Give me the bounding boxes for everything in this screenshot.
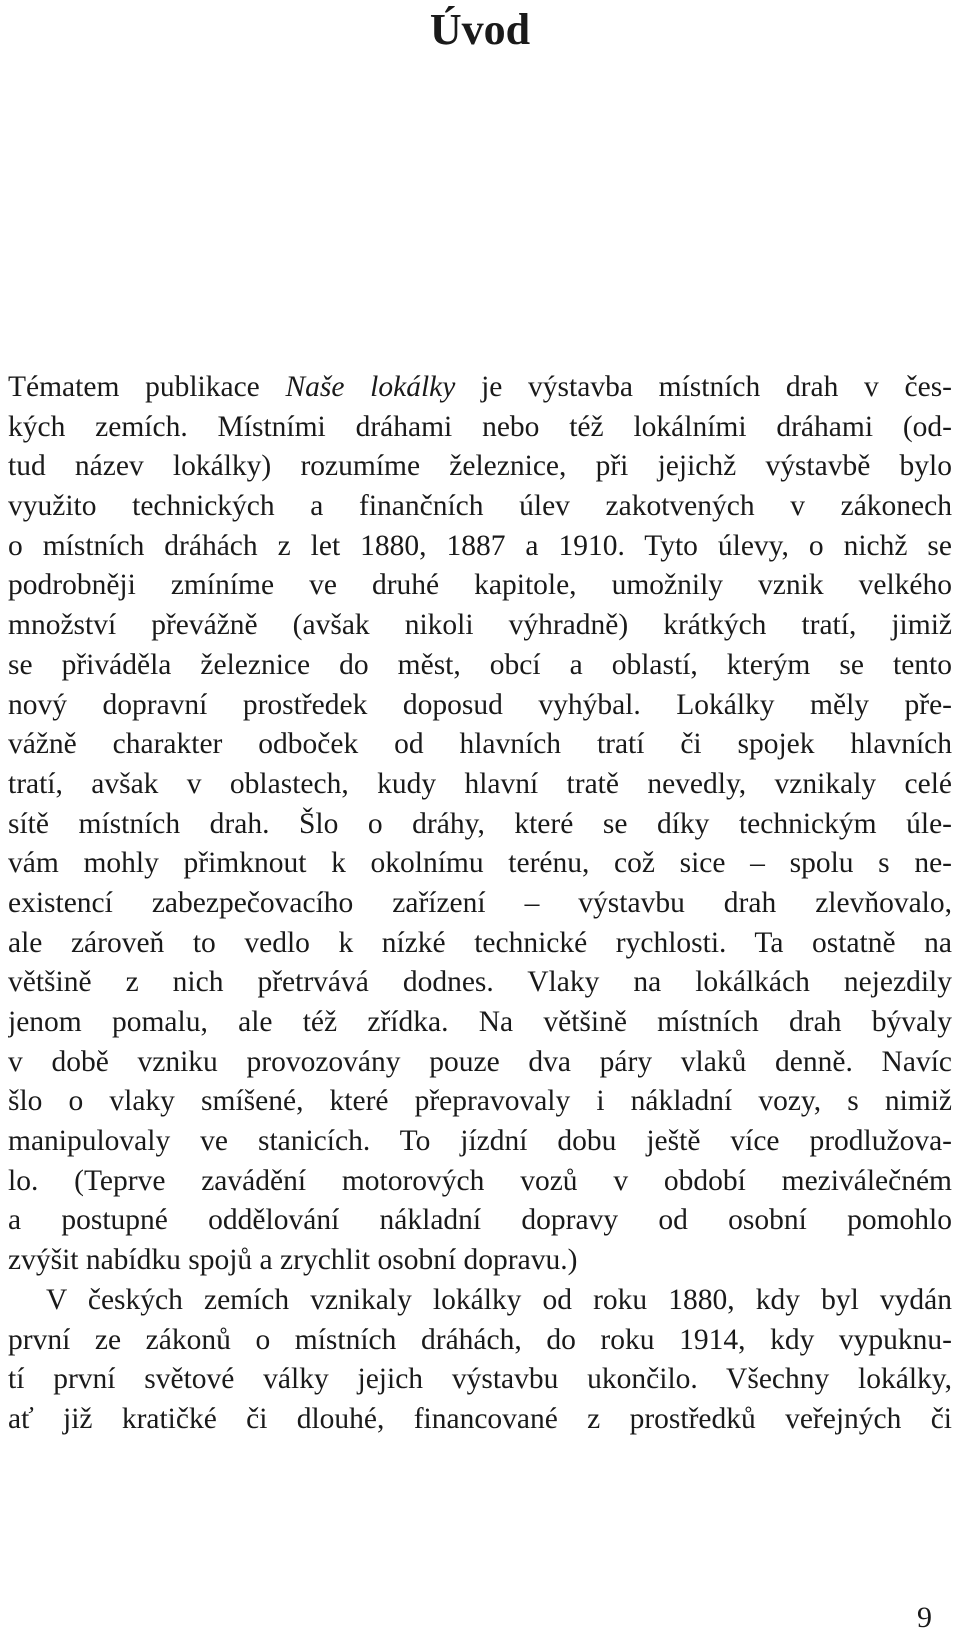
text-line: jenom pomalu, ale též zřídka. Na většině místních drah bývaly xyxy=(8,1006,952,1038)
text-line: první ze zákonů o místních dráhách, do roku 1914, kdy vypuknu- xyxy=(8,1323,952,1356)
text-line: ať již kratičké či dlouhé, financované z prostředků veřejných či xyxy=(8,1402,952,1435)
text-run: Tématem publikace xyxy=(8,371,286,403)
text-line: většině z nich přetrvává dodnes. Vlaky na lokálkách nejezdily xyxy=(8,966,952,999)
publication-title-italic: Naše lokálky xyxy=(285,371,456,403)
body-text xyxy=(8,368,952,1440)
text-line: tratí, avšak v oblastech, kudy hlavní tratě nevedly, vznikaly celé xyxy=(8,767,952,800)
text-line: využito technických a finančních úlev zakotvených v zákonech xyxy=(8,490,952,523)
text-line: manipulovaly ve stanicích. To jízdní dobu ještě více prodlužova- xyxy=(8,1125,952,1158)
text-line: vážně charakter odboček od hlavních tratí či spojek hlavních xyxy=(8,728,952,761)
text-line: vám mohly přimknout k okolnímu terénu, což sice – spolu s ne- xyxy=(8,847,952,880)
text-line: se přiváděla železnice do měst, obcí a oblastí, kterým se tento xyxy=(8,648,952,681)
text-line: tud název lokálky) rozumíme železnice, při jejichž výstavbě bylo xyxy=(8,450,952,483)
text-line: lo. (Teprve zavádění motorových vozů v období meziválečném xyxy=(8,1164,952,1197)
text-line: nový dopravní prostředek doposud vyhýbal. Lokálky měly pře- xyxy=(8,688,952,721)
text-line: tí první světové války jejich výstavbu ukončilo. Všechny lokálky, xyxy=(8,1363,952,1396)
text-line: šlo o vlaky smíšené, které přepravovaly i nákladní vozy, s nimiž xyxy=(8,1085,952,1118)
text-line: a postupné oddělování nákladní dopravy od osobní pomohlo xyxy=(8,1204,952,1237)
text-run: je výstavba místních drah v čes- xyxy=(455,371,952,403)
text-line: o místních dráhách z let 1880, 1887 a 1910. Tyto úlevy, o nichž se xyxy=(8,529,952,562)
text-line: množství převážně (avšak nikoli výhradně) krátkých tratí, jimiž xyxy=(8,609,952,642)
page-number: 9 xyxy=(917,1601,932,1634)
text-line: kých zemích. Místními dráhami nebo též lokálními dráhami (od- xyxy=(8,410,952,443)
text-line: existencí zabezpečovacího zařízení – výstavbu drah zlevňovalo, xyxy=(8,886,952,919)
text-line xyxy=(8,368,952,408)
chapter-title: Úvod xyxy=(429,5,531,54)
text-line: sítě místních drah. Šlo o dráhy, které se díky technickým úle- xyxy=(8,807,952,840)
text-line: V českých zemích vznikaly lokálky od roku 1880, kdy byl vydán xyxy=(46,1283,952,1316)
text-line: podrobněji zmíníme ve druhé kapitole, umožnily vznik velkého xyxy=(8,569,952,602)
text-line: zvýšit nabídku spojů a zrychlit osobní dopravu.) xyxy=(8,1244,578,1277)
text-line: ale zároveň to vedlo k nízké technické rychlosti. Ta ostatně na xyxy=(8,926,952,959)
text-line: v době vzniku provozovány pouze dva páry vlaků denně. Navíc xyxy=(8,1045,952,1078)
